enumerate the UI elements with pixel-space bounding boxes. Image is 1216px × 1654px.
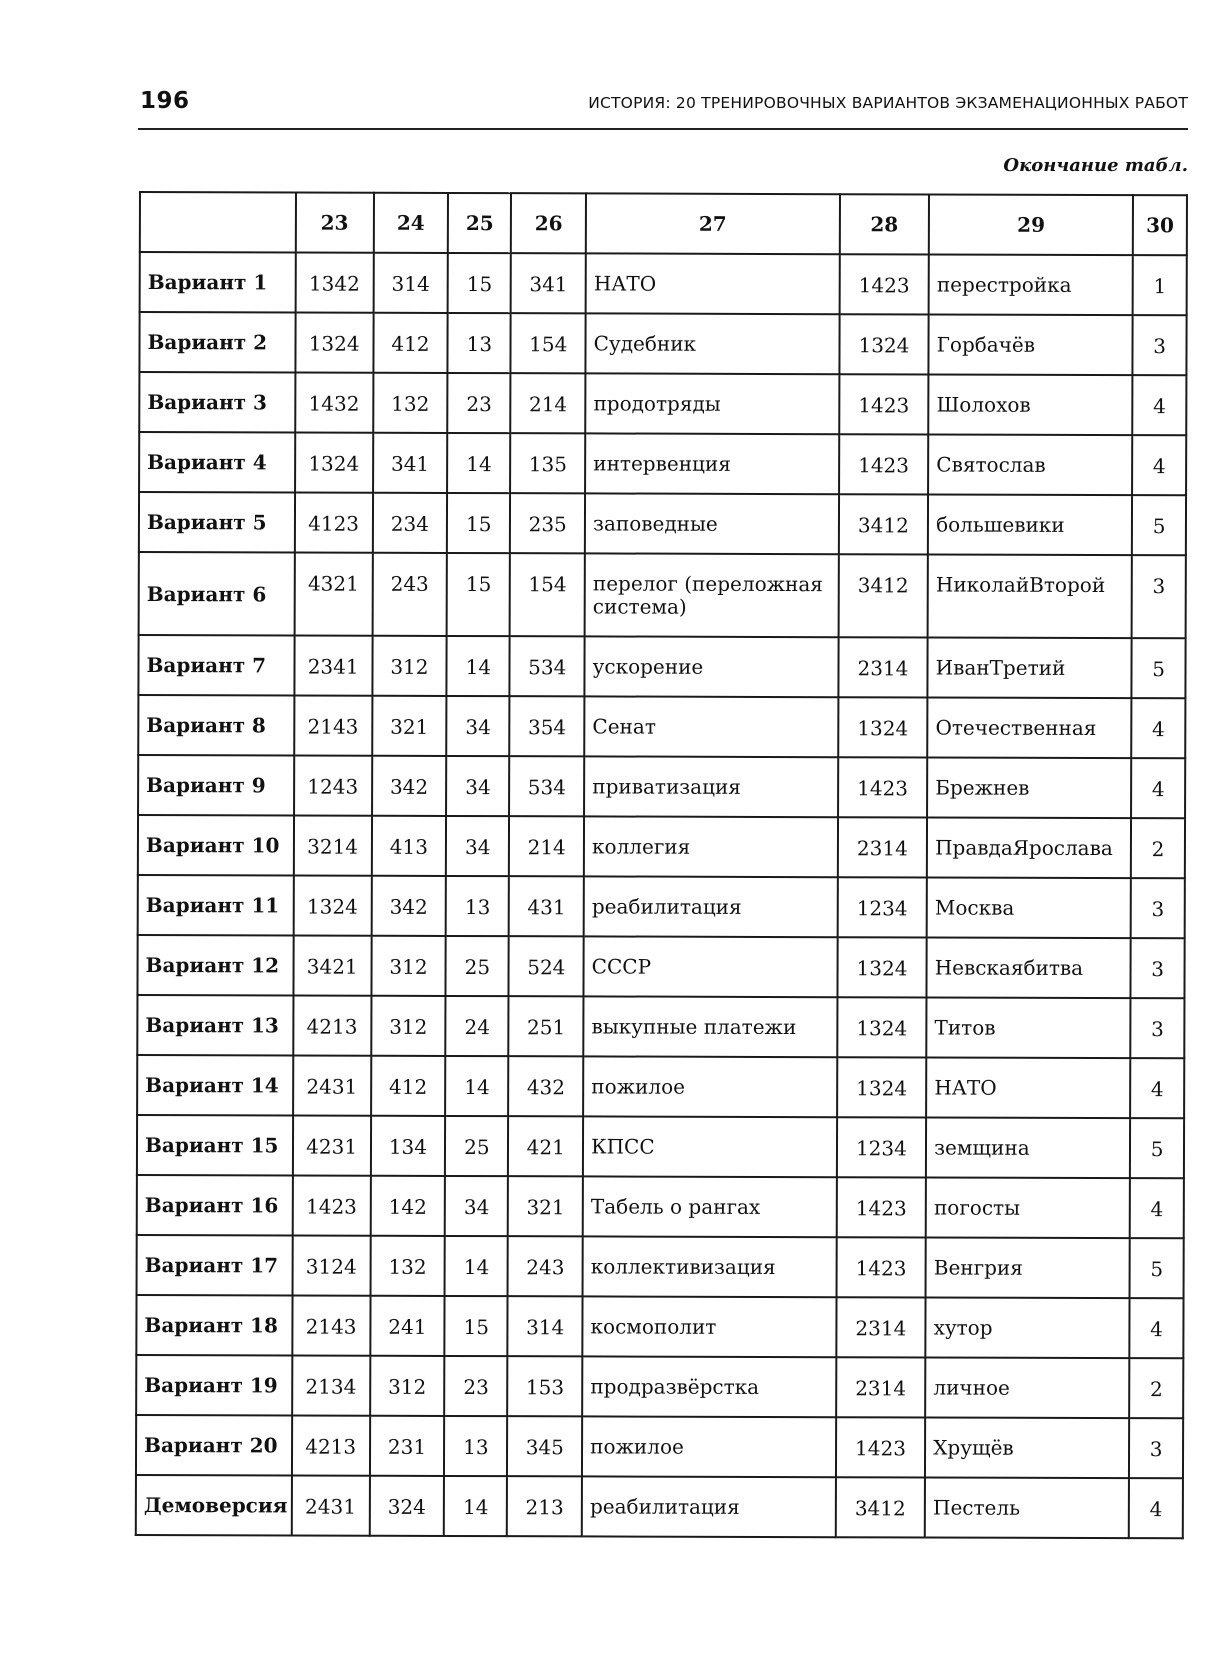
cell-variant: Вариант 19 (136, 1355, 292, 1415)
cell-q25: 34 (446, 756, 509, 816)
cell-q26: 214 (509, 816, 584, 876)
table-row (137, 1055, 1184, 1118)
cell-q23: 2134 (292, 1355, 370, 1415)
cell-q25: 14 (447, 636, 510, 696)
cell-q26: 431 (509, 876, 584, 936)
table-row (139, 312, 1186, 375)
cell-variant: Вариант 10 (138, 815, 294, 875)
table-row (136, 1415, 1183, 1478)
cell-q26: 321 (508, 1176, 583, 1236)
cell-q30: 1 (1133, 255, 1187, 315)
cell-q28: 1234 (837, 1117, 927, 1177)
cell-q24: 412 (373, 313, 448, 373)
cell-q27: приватизация (584, 756, 838, 817)
cell-q23: 1324 (293, 875, 371, 935)
cell-q25: 14 (445, 1236, 508, 1296)
cell-q30: 3 (1129, 1418, 1183, 1478)
cell-q23: 1423 (292, 1175, 370, 1235)
cell-q30: 4 (1131, 758, 1185, 818)
cell-q29: Невскаябитва (927, 937, 1131, 998)
cell-q25: 15 (448, 253, 511, 313)
cell-q28: 1324 (837, 937, 927, 997)
cell-q28: 1324 (838, 697, 928, 757)
cell-q26: 235 (510, 493, 585, 553)
cell-q30: 5 (1132, 638, 1186, 698)
cell-q24: 231 (370, 1416, 445, 1476)
cell-q30: 4 (1130, 1178, 1184, 1238)
table-row (138, 755, 1185, 818)
cell-variant: Вариант 1 (140, 252, 296, 312)
cell-q27: выкупные платежи (583, 996, 837, 1057)
cell-variant: Вариант 16 (137, 1175, 293, 1235)
cell-q28: 1423 (838, 757, 928, 817)
cell-q26: 243 (508, 1236, 583, 1296)
cell-variant: Вариант 12 (137, 935, 293, 995)
cell-q25: 15 (447, 553, 510, 636)
cell-q26: 534 (509, 756, 584, 816)
cell-q23: 3214 (294, 815, 372, 875)
cell-q23: 4213 (293, 995, 371, 1055)
cell-q29: ИванТретий (928, 637, 1132, 698)
cell-q24: 243 (372, 553, 447, 636)
cell-q30: 4 (1130, 1058, 1184, 1118)
cell-q29: Венгрия (926, 1237, 1130, 1298)
cell-q23: 1243 (294, 755, 372, 815)
cell-q24: 234 (372, 493, 447, 553)
table-body (136, 252, 1187, 1538)
cell-q26: 213 (507, 1476, 582, 1536)
cell-q23: 4123 (295, 492, 373, 552)
cell-variant: Вариант 9 (138, 755, 294, 815)
cell-q30: 4 (1129, 1478, 1183, 1538)
cell-q26: 214 (511, 373, 586, 433)
cell-q25: 24 (446, 996, 509, 1056)
cell-q24: 412 (371, 1056, 446, 1116)
table-row (136, 1475, 1183, 1538)
table-row (138, 695, 1185, 758)
page-number: 196 (140, 88, 190, 114)
cell-q29: Святослав (928, 434, 1132, 495)
cell-q24: 142 (370, 1176, 445, 1236)
cell-q24: 321 (372, 696, 447, 756)
cell-q24: 132 (370, 1236, 445, 1296)
cell-q28: 1423 (836, 1237, 926, 1297)
cell-q30: 3 (1131, 938, 1185, 998)
cell-q28: 1423 (839, 374, 929, 434)
cell-q24: 341 (373, 433, 448, 493)
cell-q28: 2314 (836, 1297, 926, 1357)
cell-q28: 1423 (839, 434, 929, 494)
cell-q30: 5 (1130, 1238, 1184, 1298)
cell-q23: 2143 (294, 695, 372, 755)
cell-q28: 1324 (837, 997, 927, 1057)
cell-q30: 3 (1131, 878, 1185, 938)
cell-q27: ускорение (585, 636, 839, 697)
cell-q24: 134 (371, 1116, 446, 1176)
table-row (139, 432, 1186, 495)
cell-q28: 2314 (838, 637, 928, 697)
cell-q30: 3 (1133, 315, 1187, 375)
cell-q25: 15 (447, 493, 510, 553)
cell-q30: 4 (1130, 1298, 1184, 1358)
running-title: ИСТОРИЯ: 20 ТРЕНИРОВОЧНЫХ ВАРИАНТОВ ЭКЗАМЕНАЦИОННЫХ РАБОТ (588, 94, 1188, 112)
cell-q24: 324 (369, 1476, 444, 1536)
cell-q29: перестройка (929, 254, 1133, 315)
cell-q27: пожилое (582, 1416, 836, 1477)
cell-q23: 3421 (293, 935, 371, 995)
table-caption: Окончание табл. (1003, 155, 1188, 176)
cell-q24: 312 (370, 1356, 445, 1416)
cell-variant: Вариант 4 (139, 432, 295, 492)
cell-q28: 1423 (839, 254, 929, 314)
cell-q25: 13 (448, 313, 511, 373)
cell-q25: 25 (446, 936, 509, 996)
cell-q24: 342 (371, 876, 446, 936)
cell-q28: 1423 (836, 1417, 926, 1477)
cell-q28: 2314 (836, 1357, 926, 1417)
cell-q27: реабилитация (582, 1476, 836, 1537)
cell-q30: 3 (1132, 555, 1186, 638)
cell-q28: 3412 (838, 554, 928, 637)
cell-q29: Горбачёв (929, 314, 1133, 375)
cell-q24: 312 (371, 936, 446, 996)
cell-q29: НиколайВторой (928, 554, 1132, 638)
table-row (137, 1175, 1184, 1238)
cell-q27: интервенция (585, 433, 839, 494)
cell-q25: 23 (444, 1356, 507, 1416)
cell-q26: 251 (509, 996, 584, 1056)
cell-q25: 23 (448, 373, 511, 433)
table-header-row (140, 192, 1187, 255)
cell-q30: 3 (1131, 998, 1185, 1058)
cell-q30: 4 (1132, 698, 1186, 758)
cell-q24: 312 (372, 636, 447, 696)
cell-variant: Вариант 11 (138, 875, 294, 935)
table-row (136, 1295, 1183, 1358)
answers-table (135, 191, 1188, 1539)
table-row (137, 935, 1184, 998)
cell-q28: 3412 (835, 1477, 925, 1537)
cell-q25: 34 (445, 1176, 508, 1236)
cell-q28: 1234 (837, 877, 927, 937)
cell-q29: Хрущёв (925, 1417, 1129, 1478)
cell-q30: 5 (1132, 495, 1186, 555)
cell-variant: Вариант 2 (139, 312, 295, 372)
cell-q24: 314 (373, 253, 448, 313)
cell-q29: земщина (926, 1117, 1130, 1178)
table-row (138, 815, 1185, 878)
cell-q25: 25 (445, 1116, 508, 1176)
cell-q24: 413 (371, 816, 446, 876)
cell-q23: 1432 (295, 372, 373, 432)
cell-q27: коллегия (584, 816, 838, 877)
cell-variant: Вариант 17 (137, 1235, 293, 1295)
cell-q30: 5 (1130, 1118, 1184, 1178)
cell-q23: 1342 (295, 252, 373, 312)
cell-q23: 2143 (292, 1295, 370, 1355)
cell-q30: 4 (1133, 375, 1187, 435)
table-row (138, 635, 1185, 698)
cell-variant: Вариант 13 (137, 995, 293, 1055)
cell-q27: НАТО (586, 253, 840, 314)
cell-q29: Отечественная (927, 697, 1131, 758)
cell-q27: КПСС (583, 1116, 837, 1177)
cell-q29: НАТО (926, 1057, 1130, 1118)
cell-variant: Вариант 5 (139, 492, 295, 552)
cell-variant: Вариант 8 (138, 695, 294, 755)
cell-q29: погосты (926, 1177, 1130, 1238)
cell-q25: 34 (447, 696, 510, 756)
cell-q23: 3124 (292, 1235, 370, 1295)
cell-q27: коллективизация (583, 1236, 837, 1297)
cell-q25: 15 (445, 1296, 508, 1356)
cell-q23: 4213 (292, 1415, 370, 1475)
cell-q29: большевики (928, 494, 1132, 555)
cell-q23: 2431 (293, 1055, 371, 1115)
cell-q27: реабилитация (584, 876, 838, 937)
cell-q29: Пестель (925, 1477, 1129, 1538)
header-cell-corner (140, 192, 296, 252)
cell-q24: 342 (372, 756, 447, 816)
cell-q26: 135 (510, 433, 585, 493)
cell-q26: 534 (510, 636, 585, 696)
cell-variant: Вариант 20 (136, 1415, 292, 1475)
cell-q27: продотряды (585, 373, 839, 434)
cell-q23: 1324 (295, 312, 373, 372)
table-row (140, 252, 1187, 315)
header-cell-23: 23 (296, 192, 374, 252)
cell-q26: 154 (511, 313, 586, 373)
cell-q30: 2 (1131, 818, 1185, 878)
cell-q26: 345 (507, 1416, 582, 1476)
cell-q24: 241 (370, 1296, 445, 1356)
cell-q27: заповедные (585, 493, 839, 554)
cell-q24: 132 (373, 373, 448, 433)
table-row (139, 372, 1186, 435)
cell-q30: 2 (1129, 1358, 1183, 1418)
cell-q25: 13 (446, 876, 509, 936)
cell-q28: 3412 (839, 494, 929, 554)
cell-q27: Табель о рангах (583, 1176, 837, 1237)
cell-q28: 1324 (837, 1057, 927, 1117)
cell-q26: 421 (508, 1116, 583, 1176)
header-cell-24: 24 (373, 193, 448, 253)
cell-q27: Судебник (586, 313, 840, 374)
cell-q25: 14 (447, 433, 510, 493)
cell-q29: Брежнев (927, 757, 1131, 818)
cell-q29: Москва (927, 877, 1131, 938)
cell-q26: 341 (511, 253, 586, 313)
header-cell-29: 29 (929, 194, 1133, 255)
header-cell-30: 30 (1133, 195, 1187, 255)
cell-variant: Вариант 18 (136, 1295, 292, 1355)
header-cell-28: 28 (840, 194, 930, 254)
cell-q26: 314 (508, 1296, 583, 1356)
cell-q26: 154 (510, 553, 585, 636)
cell-q23: 4321 (294, 552, 372, 635)
header-cell-25: 25 (448, 193, 511, 253)
table-row (137, 1235, 1184, 1298)
cell-q30: 4 (1132, 435, 1186, 495)
cell-q25: 13 (444, 1416, 507, 1476)
answers-table-container (135, 191, 1188, 1539)
table-row (137, 1115, 1184, 1178)
cell-q25: 14 (445, 1056, 508, 1116)
cell-q28: 1423 (836, 1177, 926, 1237)
cell-variant: Вариант 14 (137, 1055, 293, 1115)
cell-q27: продразвёрстка (582, 1356, 836, 1417)
cell-q28: 2314 (838, 817, 928, 877)
cell-q23: 2341 (294, 635, 372, 695)
cell-q29: Шолохов (928, 374, 1132, 435)
header-cell-26: 26 (511, 193, 586, 253)
cell-q23: 2431 (292, 1475, 370, 1535)
cell-variant: Вариант 3 (139, 372, 295, 432)
cell-q25: 14 (444, 1476, 507, 1536)
cell-q23: 1324 (295, 432, 373, 492)
header-cell-27: 27 (586, 193, 840, 254)
cell-q26: 153 (508, 1356, 583, 1416)
cell-q29: хутор (925, 1297, 1129, 1358)
cell-q29: Титов (926, 997, 1130, 1058)
cell-q27: СССР (584, 936, 838, 997)
cell-q28: 1324 (839, 314, 929, 374)
table-row (139, 492, 1186, 555)
cell-q27: космополит (582, 1296, 836, 1357)
cell-q24: 312 (371, 996, 446, 1056)
cell-variant: Вариант 7 (138, 635, 294, 695)
cell-variant: Вариант 15 (137, 1115, 293, 1175)
cell-q26: 354 (510, 696, 585, 756)
table-row (138, 875, 1185, 938)
cell-q27: перелог (переложная система) (585, 553, 839, 637)
table-row (137, 995, 1184, 1058)
cell-variant: Вариант 6 (139, 552, 295, 635)
cell-q27: пожилое (583, 1056, 837, 1117)
cell-q23: 4231 (293, 1115, 371, 1175)
table-row (139, 552, 1186, 638)
cell-q29: личное (925, 1357, 1129, 1418)
table-row (136, 1355, 1183, 1418)
cell-q27: Сенат (584, 696, 838, 757)
cell-q26: 432 (509, 1056, 584, 1116)
header-rule (138, 128, 1188, 130)
cell-q26: 524 (509, 936, 584, 996)
cell-q25: 34 (446, 816, 509, 876)
cell-variant: Демоверсия (136, 1475, 292, 1535)
cell-q29: ПравдаЯрослава (927, 817, 1131, 878)
